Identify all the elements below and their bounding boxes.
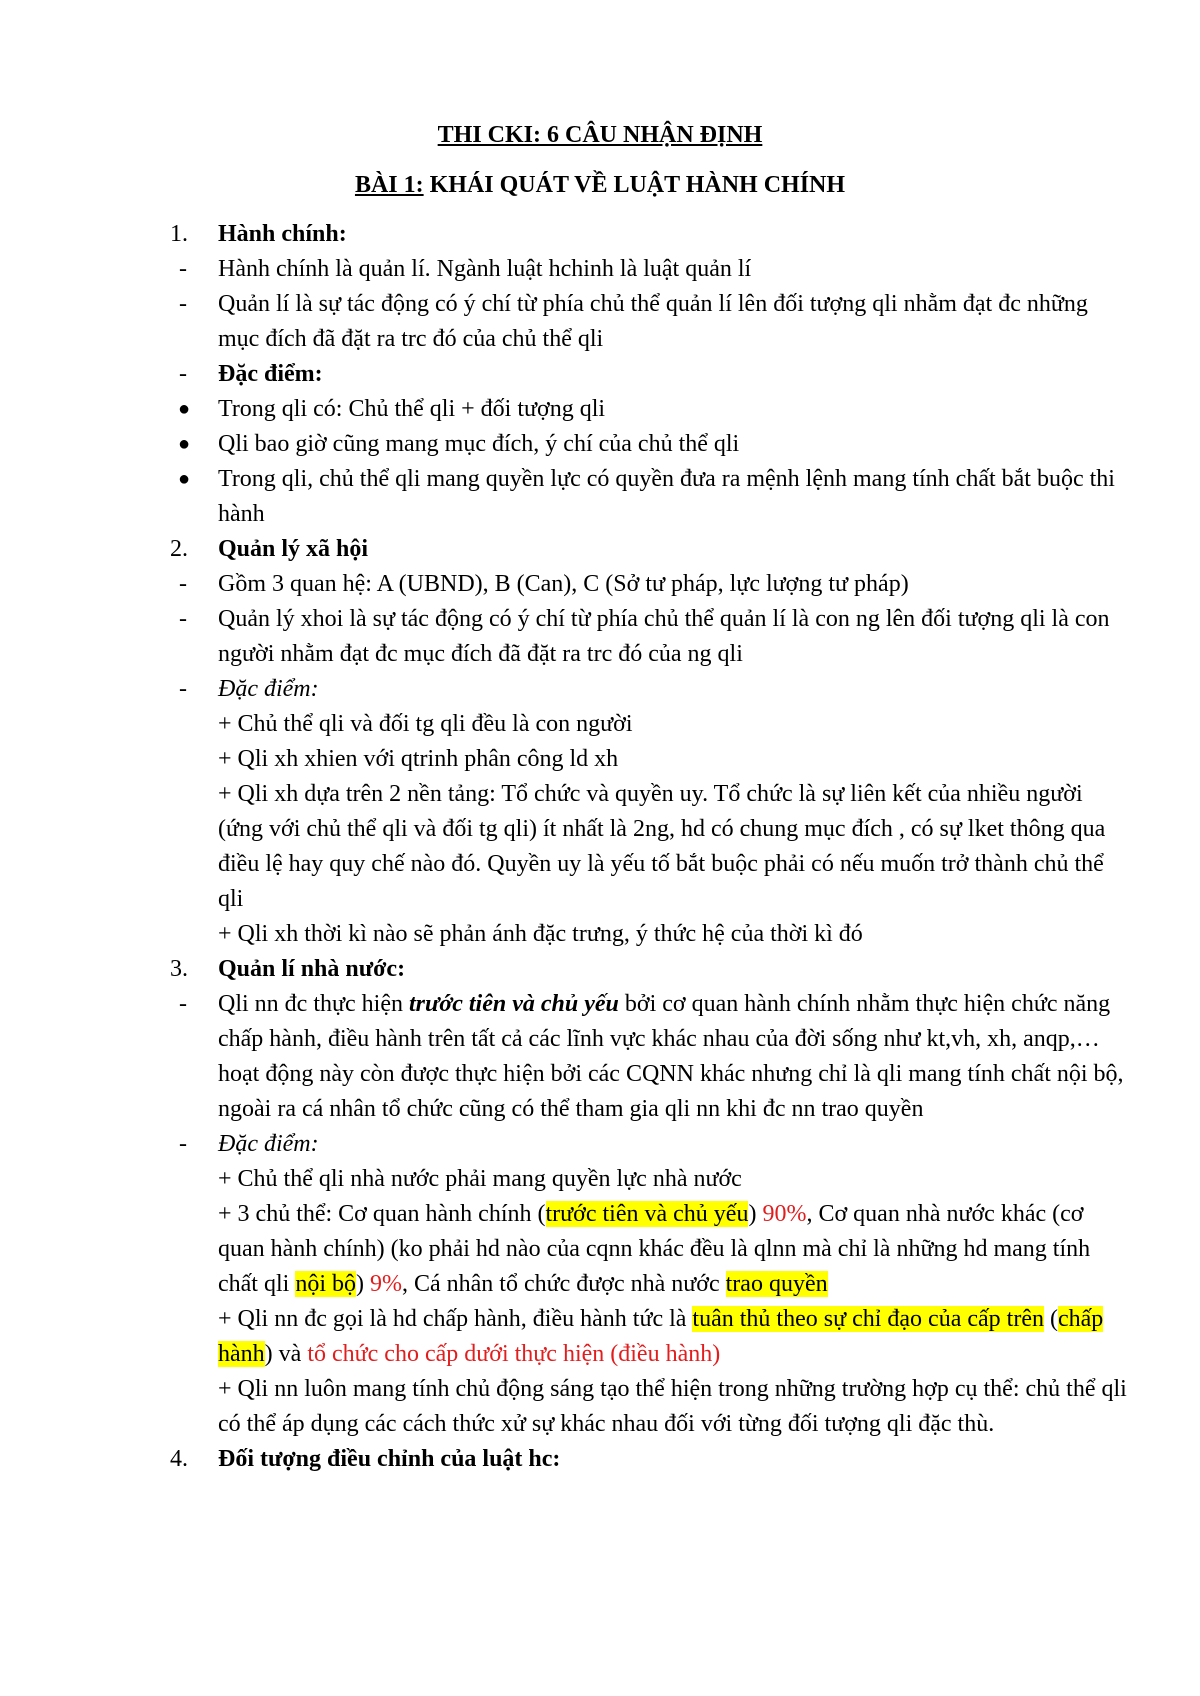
section-3-heading: 3. Quản lí nhà nước:	[170, 956, 406, 982]
bullet-icon: ●	[178, 433, 191, 455]
sub-item: + Qli xh thời kì nào sẽ phản ánh đặc trưng, ý thức hệ của thời kì đó	[218, 921, 863, 947]
list-item: - Quản lý xhoi là sự tác động có ý chí từ phía chủ thể quản lí là con ng lên đối tượng qli là con người nhằm đạt đc mục đích đã đặt ra trc đó của ng qli	[179, 606, 1110, 667]
sub-item: + Qli nn luôn mang tính chủ động sáng tạo thể hiện trong những trường hợp cụ thể: chủ thể qli có thể áp dụng các cách thức xử sự khác nhau đối với từng đối tượng qli đặc thù.	[218, 1376, 1127, 1437]
document-body	[170, 217, 1130, 1477]
list-item: - Đặc điểm:	[179, 676, 319, 702]
sub-item: + Chủ thể qli nhà nước phải mang quyền lực nhà nước	[218, 1166, 742, 1192]
list-item: - Đặc điểm:	[179, 361, 323, 387]
bullet-icon: ●	[178, 398, 191, 420]
sub-item: + Qli xh xhien với qtrinh phân công ld xh	[218, 746, 619, 772]
exam-title: THI CKI: 6 CÂU NHẬN ĐỊNH	[437, 122, 763, 148]
sub-item: + Chủ thể qli và đối tg qli đều là con người	[218, 711, 633, 737]
list-item: - Qli nn đc thực hiện trước tiên và chủ yếu bởi cơ quan hành chính nhằm thực hiện chức năng chấp hành, điều hành trên tất cả các lĩnh vực khác nhau của đời sống như kt,vh, xh, anqp,… hoạt động này còn được thực hiện bởi các CQNN khác nhưng chỉ là qli mang tính chất nội bộ, ngoài ra cá nhân tổ chức cũng có thể tham gia qli nn khi đc nn trao quyền	[179, 991, 1124, 1122]
section-1-heading: 1. Hành chính:	[170, 221, 347, 247]
sub-item: + Qli xh dựa trên 2 nền tảng: Tổ chức và quyền uy. Tổ chức là sự liên kết của nhiều người (ứng với chủ thể qli và đối tg qli) ít nhất là 2ng, hd có chung mục đích , có sự lket thông qua điều lệ hay quy chế nào đó. Quyền uy là yếu tố bắt buộc phải có nếu muốn trở thành chủ thể qli	[218, 781, 1106, 912]
list-item: - Hành chính là quản lí. Ngành luật hchinh là luật quản lí	[179, 256, 752, 282]
sub-item: + Qli nn đc gọi là hd chấp hành, điều hành tức là tuân thủ theo sự chỉ đạo của cấp trên (chấp hành) và tổ chức cho cấp dưới thực hiện (điều hành)	[218, 1306, 1104, 1367]
bullet-item: ● Trong qli có: Chủ thể qli + đối tượng qli	[170, 392, 1130, 427]
lesson-title: BÀI 1: KHÁI QUÁT VỀ LUẬT HÀNH CHÍNH	[354, 172, 846, 198]
section-4-heading: 4. Đối tượng điều chỉnh của luật hc:	[170, 1446, 561, 1472]
bullet-item: ● Qli bao giờ cũng mang mục đích, ý chí của chủ thể qli	[170, 427, 1130, 462]
section-2-heading: 2. Quản lý xã hội	[170, 536, 369, 562]
sub-item: + 3 chủ thể: Cơ quan hành chính (trước tiên và chủ yếu) 90%, Cơ quan nhà nước khác (cơ quan hành chính) (ko phải hd nào của cqnn khác đều là qlnn mà chỉ là những hd mang tính chất qli nội bộ) 9%, Cá nhân tổ chức được nhà nước trao quyền	[218, 1201, 1091, 1297]
bullet-icon: ●	[178, 468, 191, 490]
list-item: - Đặc điểm:	[179, 1131, 319, 1157]
list-item: - Quản lí là sự tác động có ý chí từ phía chủ thể quản lí lên đối tượng qli nhằm đạt đc những mục đích đã đặt ra trc đó của chủ thể qli	[179, 291, 1088, 352]
bullet-item: ● Trong qli, chủ thể qli mang quyền lực có quyền đưa ra mệnh lệnh mang tính chất bắt buộc thi hành	[170, 462, 1130, 532]
list-item: - Gồm 3 quan hệ: A (UBND), B (Can), C (Sở tư pháp, lực lượng tư pháp)	[179, 571, 909, 597]
